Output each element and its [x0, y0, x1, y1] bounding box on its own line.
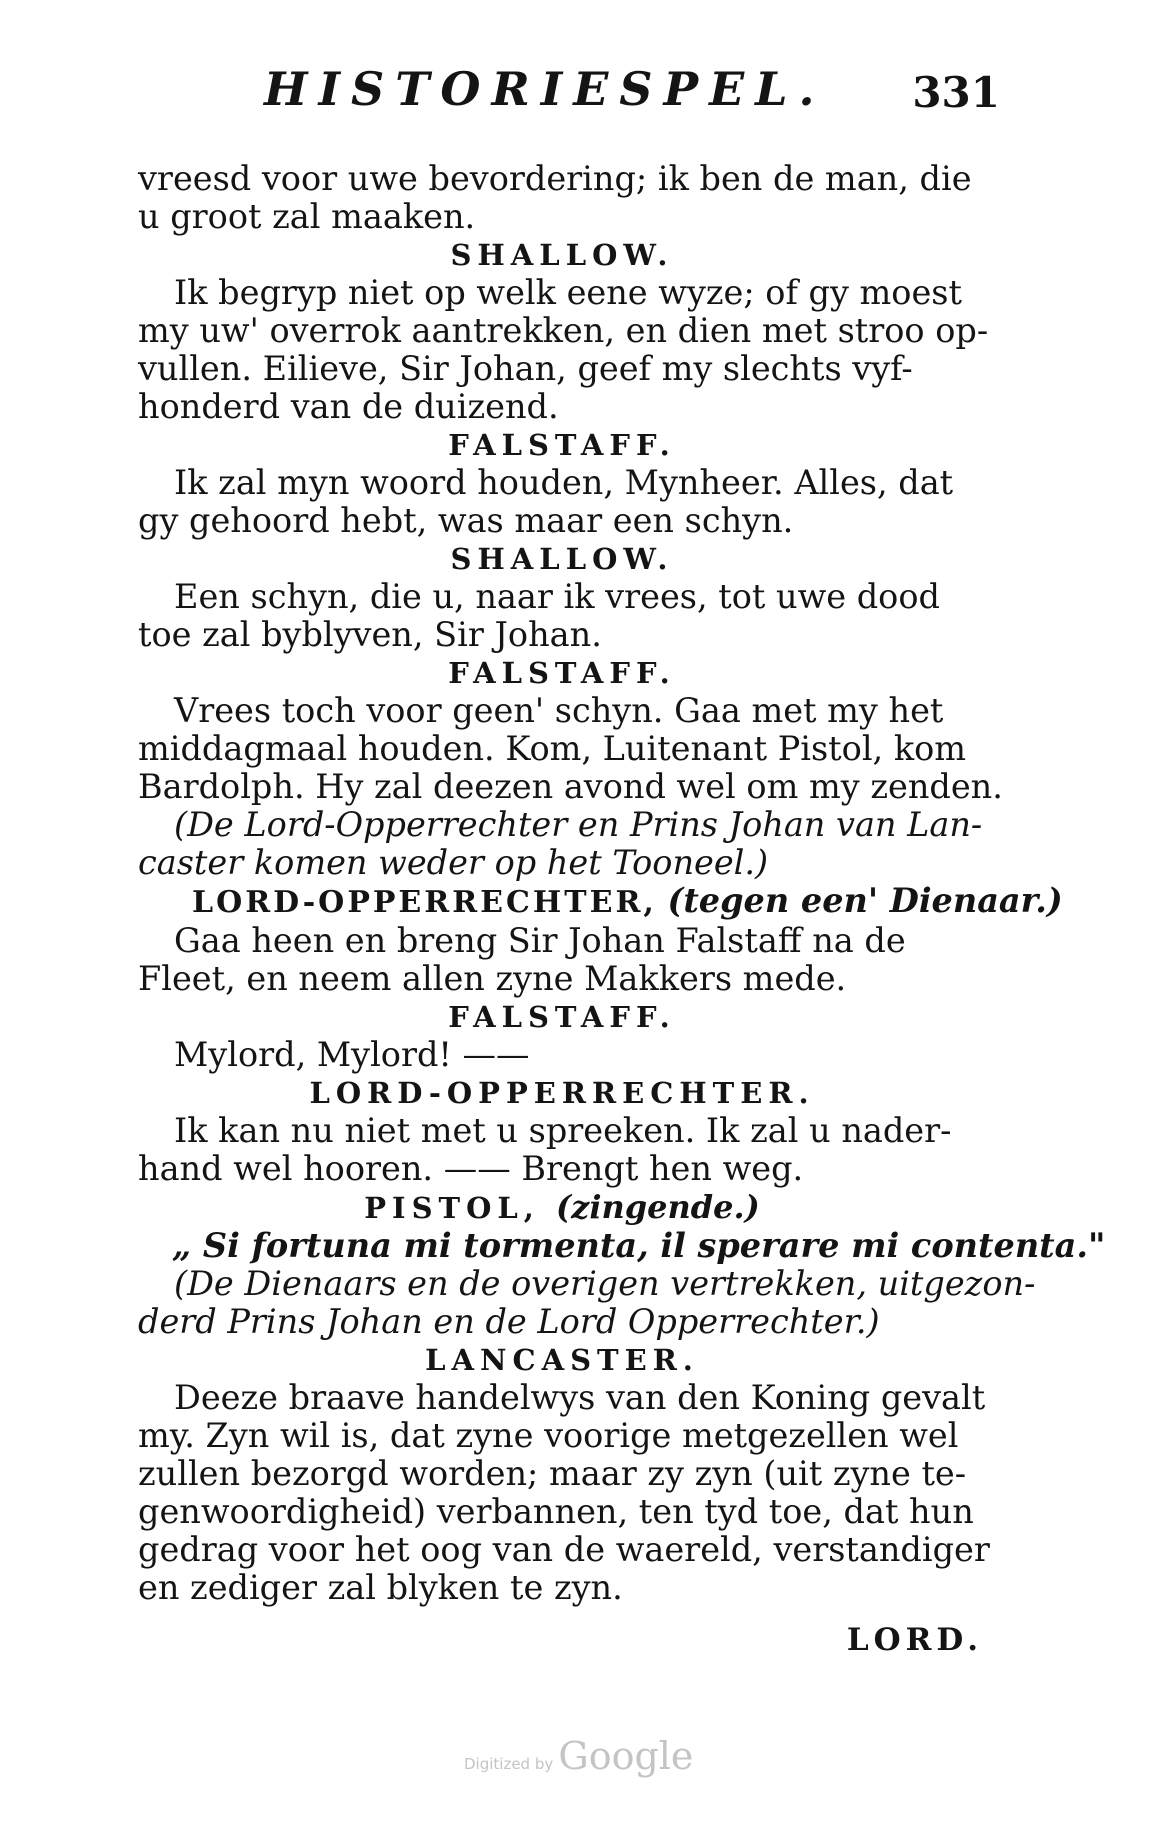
stage-direction: derd Prins Johan en de Lord Opperrechter.) [138, 1302, 880, 1341]
text-line: u groot zal maaken. [138, 197, 476, 236]
speaker-name: FALSTAFF. [448, 428, 676, 462]
text-line: middagmaal houden. Kom, Luitenant Pistol, kom [138, 729, 967, 768]
text-line: Ik kan nu niet met u spreeken. Ik zal u nader- [174, 1111, 952, 1150]
speaker-line [138, 1188, 986, 1227]
text-line: my. Zyn wil is, dat zyne voorige metgezellen wel [138, 1416, 959, 1455]
speaker-name: LORD-OPPERRECHTER, [192, 885, 657, 920]
text-line: en zediger zal blyken te zyn. [138, 1568, 623, 1607]
speaker-name: LORD-OPPERRECHTER. [309, 1076, 815, 1110]
text-line: Een schyn, die u, naar ik vrees, tot uwe dood [174, 577, 940, 616]
text-line: Vrees toch voor geen' schyn. Gaa met my het [174, 691, 944, 730]
text-line: honderd van de duizend. [138, 387, 559, 426]
text-line: zullen bezorgd worden; maar zy zyn (uit zyne te- [138, 1454, 967, 1493]
text-line: Mylord, Mylord! —— [174, 1035, 530, 1074]
google-logo: Google [558, 1734, 694, 1778]
catchword: LORD. [846, 1622, 983, 1658]
text-line: gedrag voor het oog van de waereld, verstandiger [138, 1530, 990, 1569]
stage-direction: (zingende.) [556, 1188, 760, 1226]
speaker-name: SHALLOW. [450, 238, 674, 272]
text-line: vreesd voor uwe bevordering; ik ben de man, die [138, 159, 972, 198]
stage-direction: (De Dienaars en de overigen vertrekken, uitgezon- [174, 1264, 1036, 1303]
stage-direction: caster komen weder op het Tooneel.) [138, 843, 769, 882]
speaker-name: SHALLOW. [450, 542, 674, 576]
speaker-line [138, 881, 1063, 922]
text-line: Deeze braave handelwys van den Koning gevalt [174, 1378, 986, 1417]
stage-direction: (De Lord-Opperrechter en Prins Johan van Lan- [174, 805, 983, 844]
song-quote: „ Si fortuna mi tormenta, il sperare mi contenta." [172, 1226, 1106, 1265]
text-line: my uw' overrok aantrekken, en dien met stroo op- [138, 311, 989, 350]
text-line: toe zal byblyven, Sir Johan. [138, 615, 602, 654]
text-line: Gaa heen en breng Sir Johan Falstaff na de [174, 921, 906, 960]
text-body [138, 159, 1106, 1607]
page-header [240, 62, 1000, 122]
digitization-watermark [464, 1734, 693, 1778]
page-number: 331 [912, 68, 1000, 117]
text-line: Fleet, en neem allen zyne Makkers mede. [138, 959, 847, 998]
speaker-name: LANCASTER. [425, 1343, 699, 1377]
watermark-prefix: Digitized by [464, 1755, 554, 1773]
text-line: Ik begryp niet op welk eene wyze; of gy moest [174, 273, 962, 312]
text-line: Bardolph. Hy zal deezen avond wel om my zenden. [138, 767, 1003, 806]
text-line: vullen. Eilieve, Sir Johan, geef my slechts vyf- [138, 349, 913, 388]
stage-direction: (tegen een' Dienaar.) [667, 881, 1063, 920]
running-title: HISTORIESPEL. [264, 62, 826, 116]
text-line: Ik zal myn woord houden, Mynheer. Alles, dat [174, 463, 954, 502]
text-line: hand wel hooren. —— Brengt hen weg. [138, 1149, 804, 1188]
speaker-name: FALSTAFF. [448, 1000, 676, 1034]
text-line: gy gehoord hebt, was maar een schyn. [138, 501, 794, 540]
speaker-name: FALSTAFF. [448, 656, 676, 690]
speaker-name: PISTOL, [364, 1191, 540, 1225]
text-line: genwoordigheid) verbannen, ten tyd toe, dat hun [138, 1492, 974, 1531]
